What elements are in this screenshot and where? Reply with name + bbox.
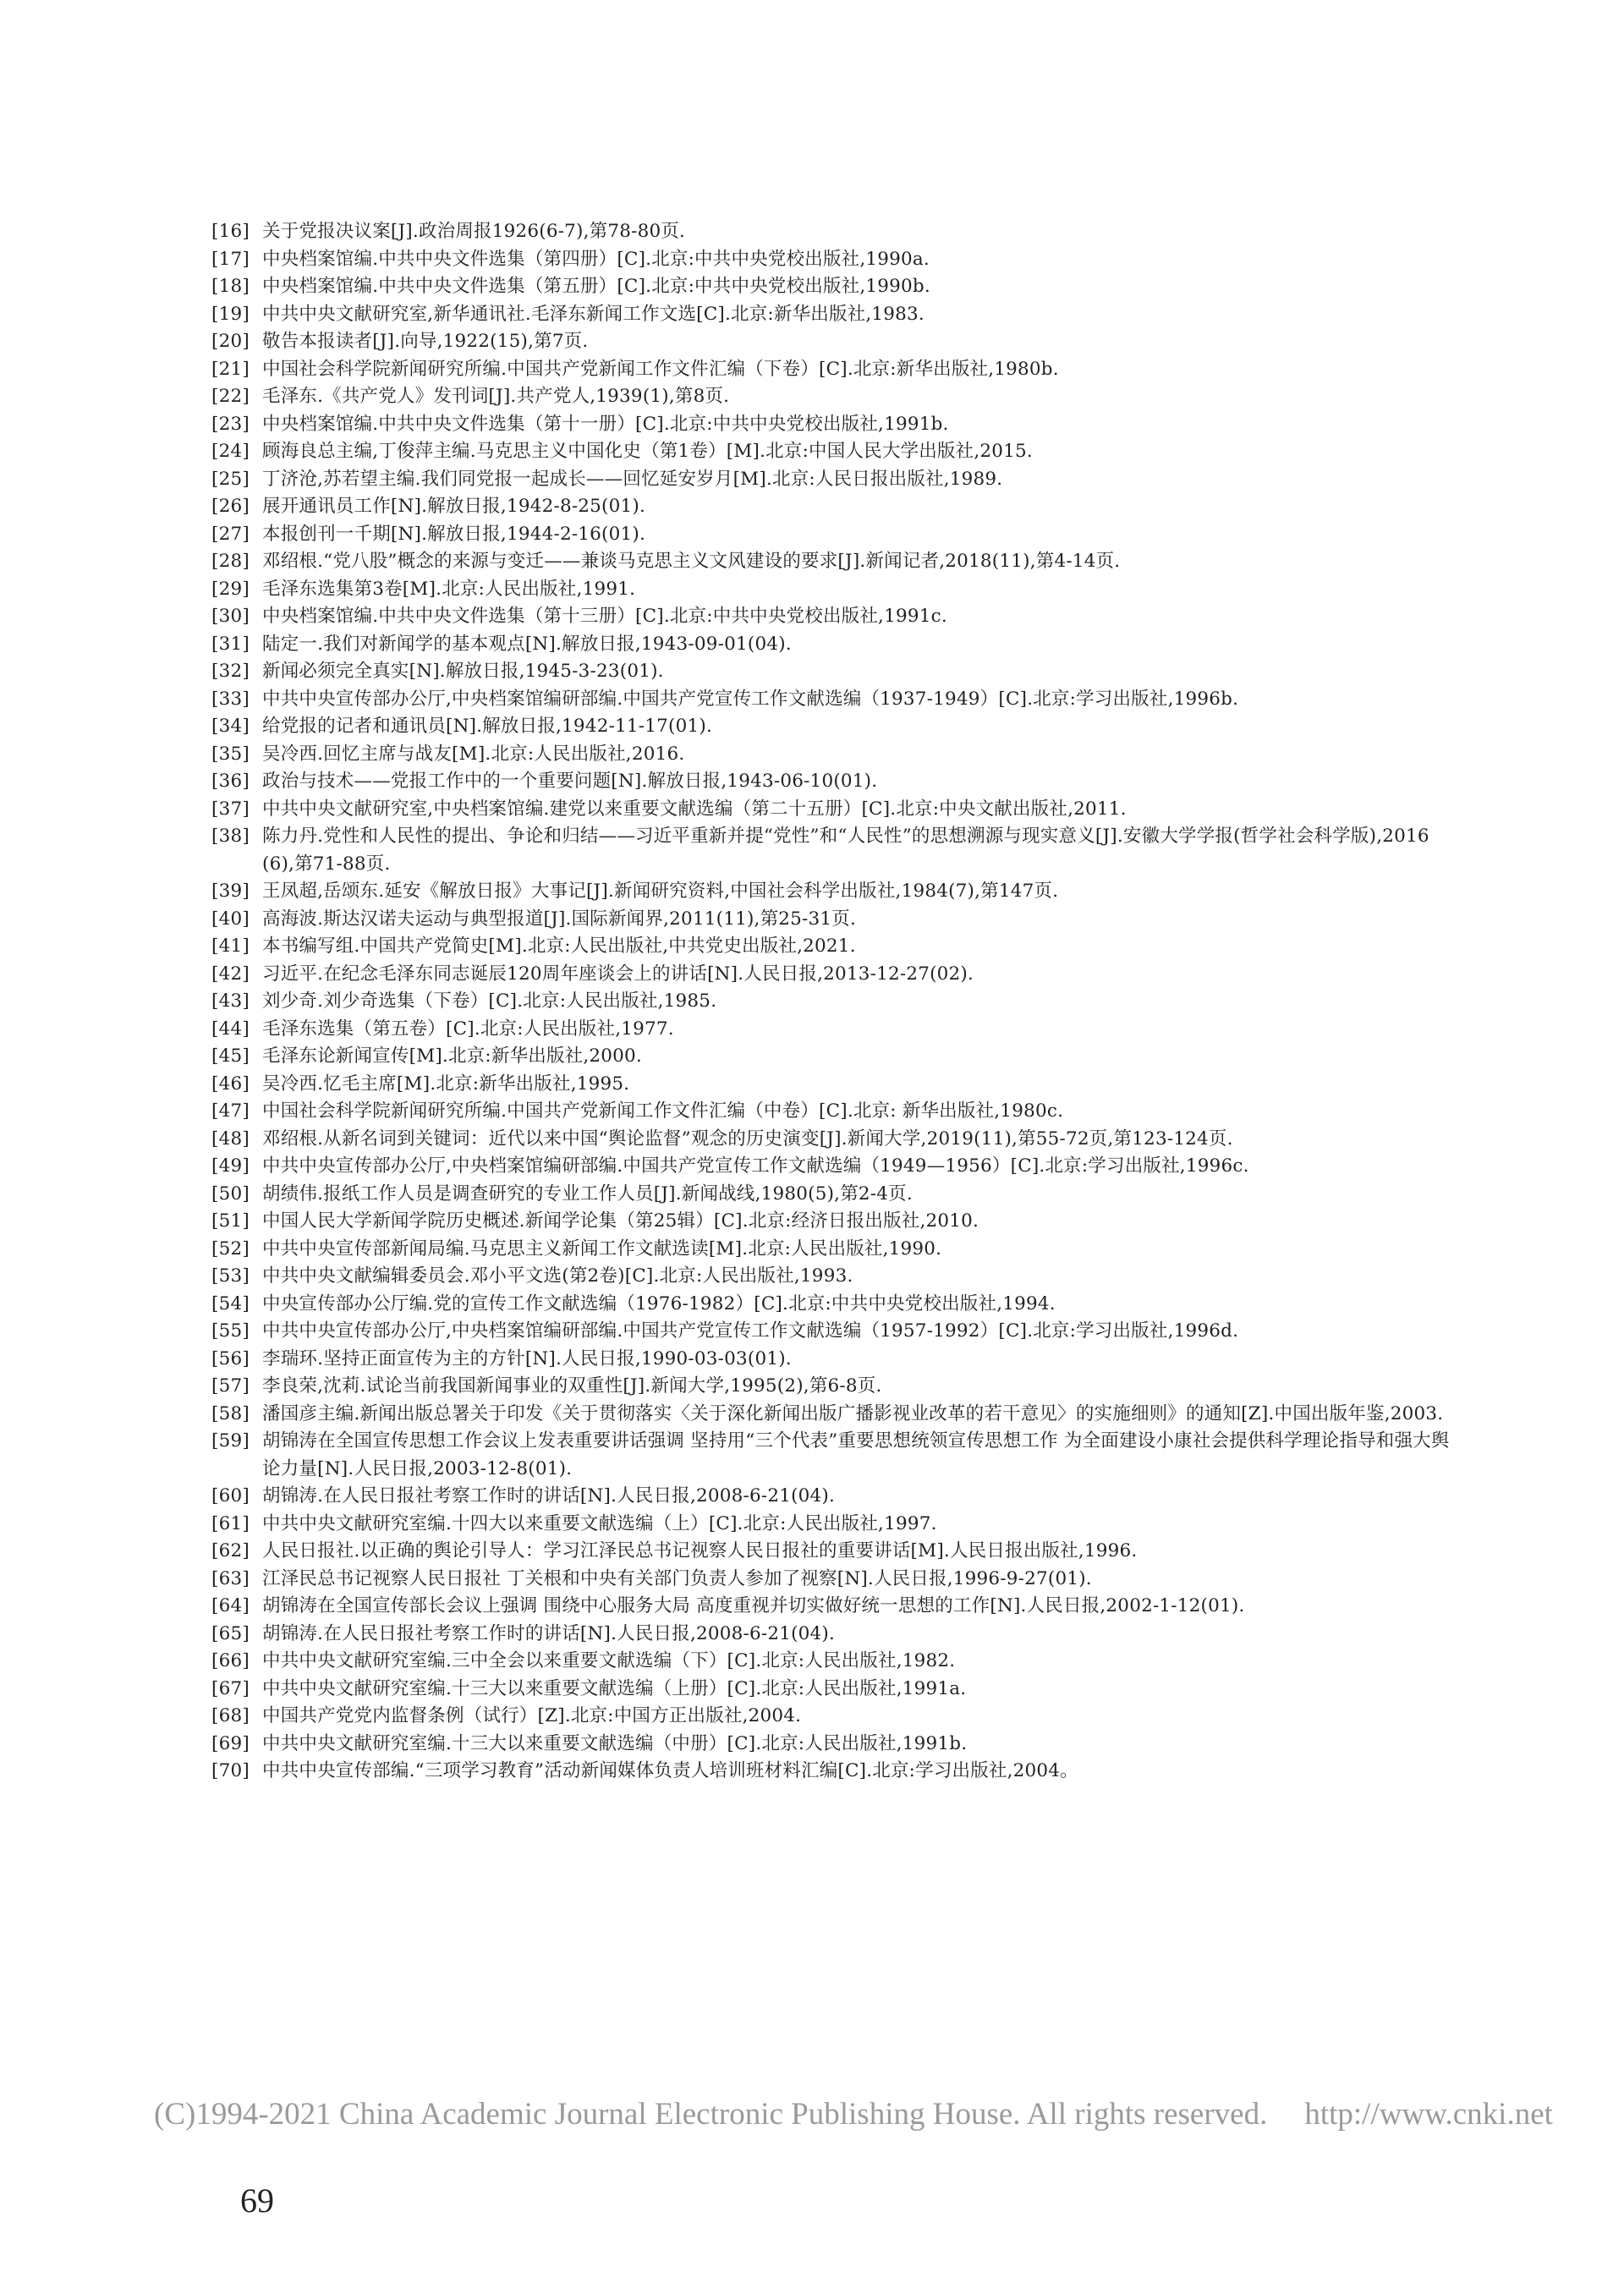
reference-number: [64] bbox=[211, 1595, 250, 1616]
reference-item bbox=[211, 988, 1455, 1016]
reference-number: [22] bbox=[211, 386, 250, 407]
reference-number: [48] bbox=[211, 1128, 250, 1150]
reference-text: 中共中央文献研究室编.十四大以来重要文献选编（上）[C].北京:人民出版社,1997. bbox=[262, 1512, 937, 1534]
reference-text: 新闻必须完全真实[N].解放日报,1945-3-23(01). bbox=[262, 661, 664, 682]
reference-number: [37] bbox=[211, 798, 250, 820]
reference-text: 毛泽东选集第3卷[M].北京:人民出版社,1991. bbox=[262, 578, 636, 600]
reference-item bbox=[211, 1593, 1455, 1621]
reference-item bbox=[211, 1346, 1455, 1374]
reference-number: [51] bbox=[211, 1210, 250, 1232]
reference-number: [44] bbox=[211, 1018, 250, 1040]
reference-item bbox=[211, 246, 1455, 274]
reference-number: [18] bbox=[211, 276, 250, 297]
reference-item bbox=[211, 1538, 1455, 1566]
reference-text: 中央档案馆编.中共中央文件选集（第十一册）[C].北京:中共中央党校出版社,1991b. bbox=[262, 413, 949, 435]
reference-text: 中共中央文献研究室,新华通讯社.毛泽东新闻工作文选[C].北京:新华出版社,1983. bbox=[262, 303, 924, 325]
reference-item bbox=[211, 1676, 1455, 1704]
reference-text: 中共中央宣传部办公厅,中央档案馆编研部编.中国共产党宣传工作文献选编（1957-1992）[C].北京:学习出版社,1996d. bbox=[262, 1320, 1239, 1342]
reference-item bbox=[211, 1263, 1455, 1291]
reference-item bbox=[211, 1016, 1455, 1044]
reference-text: 中共中央文献研究室,中央档案馆编.建党以来重要文献选编（第二十五册）[C].北京:中央文献出版社,2011. bbox=[262, 798, 1127, 820]
reference-item bbox=[211, 1483, 1455, 1511]
reference-number: [35] bbox=[211, 743, 250, 765]
reference-item bbox=[211, 328, 1455, 356]
reference-text: 刘少奇.刘少奇选集（下卷）[C].北京:人民出版社,1985. bbox=[262, 991, 717, 1012]
reference-item bbox=[211, 438, 1455, 466]
reference-text: 毛泽东.《共产党人》发刊词[J].共产党人,1939(1),第8页. bbox=[262, 386, 730, 407]
reference-number: [50] bbox=[211, 1183, 250, 1205]
reference-text: 展开通讯员工作[N].解放日报,1942-8-25(01). bbox=[262, 496, 646, 517]
reference-number: [38] bbox=[211, 826, 250, 847]
reference-text: 关于党报决议案[J].政治周报1926(6-7),第78-80页. bbox=[262, 221, 686, 242]
reference-item bbox=[211, 1071, 1455, 1099]
reference-text: 胡锦涛在全国宣传部长会议上强调 围绕中心服务大局 高度重视并切实做好统一思想的工作[N].人民日报,2002-1-12(01). bbox=[262, 1595, 1245, 1616]
reference-number: [33] bbox=[211, 688, 250, 710]
reference-number: [29] bbox=[211, 578, 250, 600]
reference-item bbox=[211, 1373, 1455, 1401]
reference-item bbox=[211, 1181, 1455, 1209]
reference-number: [21] bbox=[211, 358, 250, 380]
reference-number: [67] bbox=[211, 1677, 250, 1699]
reference-item bbox=[211, 383, 1455, 411]
reference-item bbox=[211, 1621, 1455, 1649]
copyright-footer bbox=[154, 2096, 1624, 2132]
reference-item bbox=[211, 1703, 1455, 1731]
reference-item bbox=[211, 1401, 1455, 1429]
reference-item bbox=[211, 658, 1455, 686]
reference-number: [23] bbox=[211, 413, 250, 435]
reference-text: 邓绍根.从新名词到关键词：近代以来中国“舆论监督”观念的历史演变[J].新闻大学,2019(11),第55-72页,第123-124页. bbox=[262, 1128, 1233, 1150]
copyright-text: (C)1994-2021 China Academic Journal Electronic Publishing House. All rights reserved. bbox=[154, 2097, 1268, 2132]
reference-item bbox=[211, 301, 1455, 329]
reference-text: 陈力丹.党性和人民性的提出、争论和归结——习近平重新并提“党性”和“人民性”的思想溯源与现实意义[J].安徽大学学报(哲学社会科学版),2016(6),第71-88页. bbox=[262, 826, 1429, 875]
reference-item bbox=[211, 631, 1455, 659]
reference-number: [65] bbox=[211, 1622, 250, 1644]
reference-text: 中国人民大学新闻学院历史概述.新闻学论集（第25辑）[C].北京:经济日报出版社,2010. bbox=[262, 1210, 979, 1232]
reference-number: [25] bbox=[211, 468, 250, 490]
reference-text: 胡锦涛.在人民日报社考察工作时的讲话[N].人民日报,2008-6-21(04). bbox=[262, 1622, 836, 1644]
reference-item bbox=[211, 1318, 1455, 1346]
reference-number: [59] bbox=[211, 1430, 250, 1452]
reference-item bbox=[211, 961, 1455, 989]
reference-number: [47] bbox=[211, 1100, 250, 1122]
reference-number: [40] bbox=[211, 908, 250, 930]
reference-text: 中央档案馆编.中共中央文件选集（第十三册）[C].北京:中共中央党校出版社,1991c. bbox=[262, 606, 947, 627]
reference-text: 中共中央宣传部办公厅,中央档案馆编研部编.中国共产党宣传工作文献选编（1949—1956）[C].北京:学习出版社,1996c. bbox=[262, 1155, 1249, 1177]
reference-number: [36] bbox=[211, 771, 250, 792]
reference-text: 丁济沧,苏若望主编.我们同党报一起成长——回忆延安岁月[M].北京:人民日报出版社,1989. bbox=[262, 468, 1003, 490]
reference-text: 邓绍根.“党八股”概念的来源与变迁——兼谈马克思主义文风建设的要求[J].新闻记者,2018(11),第4-14页. bbox=[262, 551, 1121, 572]
reference-number: [31] bbox=[211, 633, 250, 655]
reference-item bbox=[211, 576, 1455, 604]
reference-item bbox=[211, 686, 1455, 714]
reference-number: [42] bbox=[211, 963, 250, 985]
reference-text: 吴冷西.忆毛主席[M].北京:新华出版社,1995. bbox=[262, 1073, 630, 1095]
reference-number: [26] bbox=[211, 496, 250, 517]
reference-text: 人民日报社.以正确的舆论引导人：学习江泽民总书记视察人民日报社的重要讲话[M].人民日报出版社,1996. bbox=[262, 1540, 1138, 1561]
reference-number: [46] bbox=[211, 1073, 250, 1095]
reference-item bbox=[211, 1731, 1455, 1759]
reference-item bbox=[211, 466, 1455, 494]
reference-text: 李瑞环.坚持正面宣传为主的方针[N].人民日报,1990-03-03(01). bbox=[262, 1347, 792, 1369]
reference-text: 顾海良总主编,丁俊萍主编.马克思主义中国化史（第1卷）[M].北京:中国人民大学出版社,2015. bbox=[262, 441, 1033, 462]
reference-number: [49] bbox=[211, 1155, 250, 1177]
footer-url-link[interactable]: http://www.cnki.net bbox=[1304, 2097, 1553, 2132]
reference-text: 本书编写组.中国共产党简史[M].北京:人民出版社,中共党史出版社,2021. bbox=[262, 936, 856, 957]
reference-number: [45] bbox=[211, 1045, 250, 1067]
reference-item bbox=[211, 548, 1455, 576]
reference-number: [68] bbox=[211, 1705, 250, 1726]
reference-text: 本报创刊一千期[N].解放日报,1944-2-16(01). bbox=[262, 523, 646, 545]
reference-text: 中央档案馆编.中共中央文件选集（第五册）[C].北京:中共中央党校出版社,1990b. bbox=[262, 276, 930, 297]
reference-item bbox=[211, 1153, 1455, 1181]
reference-item bbox=[211, 1126, 1455, 1154]
reference-number: [20] bbox=[211, 331, 250, 352]
reference-number: [62] bbox=[211, 1540, 250, 1561]
reference-text: 吴冷西.回忆主席与战友[M].北京:人民出版社,2016. bbox=[262, 743, 685, 765]
reference-text: 江泽民总书记视察人民日报社 丁关根和中央有关部门负责人参加了视察[N].人民日报,1996-9-27(01). bbox=[262, 1567, 1092, 1589]
reference-text: 习近平.在纪念毛泽东同志诞辰120周年座谈会上的讲话[N].人民日报,2013-12-27(02). bbox=[262, 963, 974, 985]
reference-text: 中国社会科学院新闻研究所编.中国共产党新闻工作文件汇编（中卷）[C].北京: 新华出版社,1980c. bbox=[262, 1100, 1064, 1122]
reference-text: 王凤超,岳颂东.延安《解放日报》大事记[J].新闻研究资料,中国社会科学出版社,1984(7),第147页. bbox=[262, 881, 1059, 902]
reference-item bbox=[211, 218, 1455, 246]
reference-text: 中共中央宣传部编.“三项学习教育”活动新闻媒体负责人培训班材料汇编[C].北京:学习出版社,2004。 bbox=[262, 1760, 1078, 1781]
reference-number: [16] bbox=[211, 221, 250, 242]
reference-item bbox=[211, 273, 1455, 301]
reference-item bbox=[211, 603, 1455, 631]
reference-text: 中共中央文献研究室编.三中全会以来重要文献选编（下）[C].北京:人民出版社,1982. bbox=[262, 1650, 956, 1671]
reference-text: 高海波.斯达汉诺夫运动与典型报道[J].国际新闻界,2011(11),第25-31页. bbox=[262, 908, 856, 930]
reference-item bbox=[211, 1236, 1455, 1264]
reference-text: 中共中央文献研究室编.十三大以来重要文献选编（上册）[C].北京:人民出版社,1991a. bbox=[262, 1677, 967, 1699]
reference-text: 毛泽东论新闻宣传[M].北京:新华出版社,2000. bbox=[262, 1045, 642, 1067]
reference-text: 敬告本报读者[J].向导,1922(15),第7页. bbox=[262, 331, 589, 352]
reference-item bbox=[211, 1511, 1455, 1539]
reference-item bbox=[211, 521, 1455, 549]
reference-number: [32] bbox=[211, 661, 250, 682]
reference-number: [30] bbox=[211, 606, 250, 627]
reference-number: [19] bbox=[211, 303, 250, 325]
reference-item bbox=[211, 933, 1455, 961]
reference-item bbox=[211, 713, 1455, 741]
reference-number: [57] bbox=[211, 1375, 250, 1397]
reference-text: 中共中央宣传部新闻局编.马克思主义新闻工作文献选读[M].北京:人民出版社,1990. bbox=[262, 1238, 942, 1259]
reference-item bbox=[211, 1428, 1455, 1483]
reference-item bbox=[211, 741, 1455, 769]
reference-item bbox=[211, 356, 1455, 384]
reference-item bbox=[211, 1043, 1455, 1071]
reference-number: [70] bbox=[211, 1760, 250, 1781]
reference-text: 中共中央宣传部办公厅,中央档案馆编研部编.中国共产党宣传工作文献选编（1937-1949）[C].北京:学习出版社,1996b. bbox=[262, 688, 1239, 710]
reference-number: [69] bbox=[211, 1732, 250, 1754]
reference-text: 中央宣传部办公厅编.党的宣传工作文献选编（1976-1982）[C].北京:中共中央党校出版社,1994. bbox=[262, 1292, 1056, 1314]
reference-text: 中共中央文献研究室编.十三大以来重要文献选编（中册）[C].北京:人民出版社,1991b. bbox=[262, 1732, 968, 1754]
reference-text: 给党报的记者和通讯员[N].解放日报,1942-11-17(01). bbox=[262, 716, 712, 737]
reference-text: 毛泽东选集（第五卷）[C].北京:人民出版社,1977. bbox=[262, 1018, 674, 1040]
page-number: 69 bbox=[240, 2181, 274, 2220]
reference-item bbox=[211, 1291, 1455, 1319]
reference-number: [63] bbox=[211, 1567, 250, 1589]
reference-number: [53] bbox=[211, 1265, 250, 1287]
reference-item bbox=[211, 823, 1455, 878]
reference-number: [56] bbox=[211, 1347, 250, 1369]
reference-item bbox=[211, 878, 1455, 906]
reference-number: [55] bbox=[211, 1320, 250, 1342]
reference-text: 胡绩伟.报纸工作人员是调查研究的专业工作人员[J].新闻战线,1980(5),第2-4页. bbox=[262, 1183, 913, 1205]
reference-item bbox=[211, 411, 1455, 439]
reference-text: 胡锦涛.在人民日报社考察工作时的讲话[N].人民日报,2008-6-21(04). bbox=[262, 1485, 836, 1506]
reference-number: [66] bbox=[211, 1650, 250, 1671]
reference-text: 胡锦涛在全国宣传思想工作会议上发表重要讲话强调 坚持用“三个代表”重要思想统领宣传思想工作 为全面建设小康社会提供科学理论指导和强大舆论力量[N].人民日报,2003-12-8(01). bbox=[262, 1430, 1450, 1479]
reference-item bbox=[211, 796, 1455, 824]
reference-text: 中央档案馆编.中共中央文件选集（第四册）[C].北京:中共中央党校出版社,1990a. bbox=[262, 248, 930, 270]
reference-number: [58] bbox=[211, 1402, 250, 1424]
reference-number: [17] bbox=[211, 248, 250, 270]
reference-text: 政治与技术——党报工作中的一个重要问题[N].解放日报,1943-06-10(01). bbox=[262, 771, 878, 792]
reference-item bbox=[211, 1208, 1455, 1236]
reference-item bbox=[211, 493, 1455, 521]
reference-text: 陆定一.我们对新闻学的基本观点[N].解放日报,1943-09-01(04). bbox=[262, 633, 792, 655]
reference-list bbox=[211, 218, 1455, 1786]
reference-item bbox=[211, 1648, 1455, 1676]
reference-number: [27] bbox=[211, 523, 250, 545]
reference-number: [61] bbox=[211, 1512, 250, 1534]
reference-number: [28] bbox=[211, 551, 250, 572]
reference-item bbox=[211, 906, 1455, 934]
reference-text: 中国社会科学院新闻研究所编.中国共产党新闻工作文件汇编（下卷）[C].北京:新华出版社,1980b. bbox=[262, 358, 1059, 380]
reference-number: [52] bbox=[211, 1238, 250, 1259]
reference-item bbox=[211, 1758, 1455, 1786]
reference-text: 中国共产党党内监督条例（试行）[Z].北京:中国方正出版社,2004. bbox=[262, 1705, 802, 1726]
reference-text: 中共中央文献编辑委员会.邓小平文选(第2卷)[C].北京:人民出版社,1993. bbox=[262, 1265, 853, 1287]
reference-text: 潘国彦主编.新闻出版总署关于印发《关于贯彻落实〈关于深化新闻出版广播影视业改革的若干意见〉的实施细则》的通知[Z].中国出版年鉴,2003. bbox=[262, 1402, 1444, 1424]
reference-number: [39] bbox=[211, 881, 250, 902]
reference-item bbox=[211, 1098, 1455, 1126]
reference-number: [43] bbox=[211, 991, 250, 1012]
reference-item bbox=[211, 768, 1455, 796]
reference-number: [54] bbox=[211, 1292, 250, 1314]
reference-item bbox=[211, 1566, 1455, 1594]
reference-number: [41] bbox=[211, 936, 250, 957]
reference-number: [60] bbox=[211, 1485, 250, 1506]
reference-number: [34] bbox=[211, 716, 250, 737]
reference-text: 李良荣,沈莉.试论当前我国新闻事业的双重性[J].新闻大学,1995(2),第6-8页. bbox=[262, 1375, 882, 1397]
reference-number: [24] bbox=[211, 441, 250, 462]
